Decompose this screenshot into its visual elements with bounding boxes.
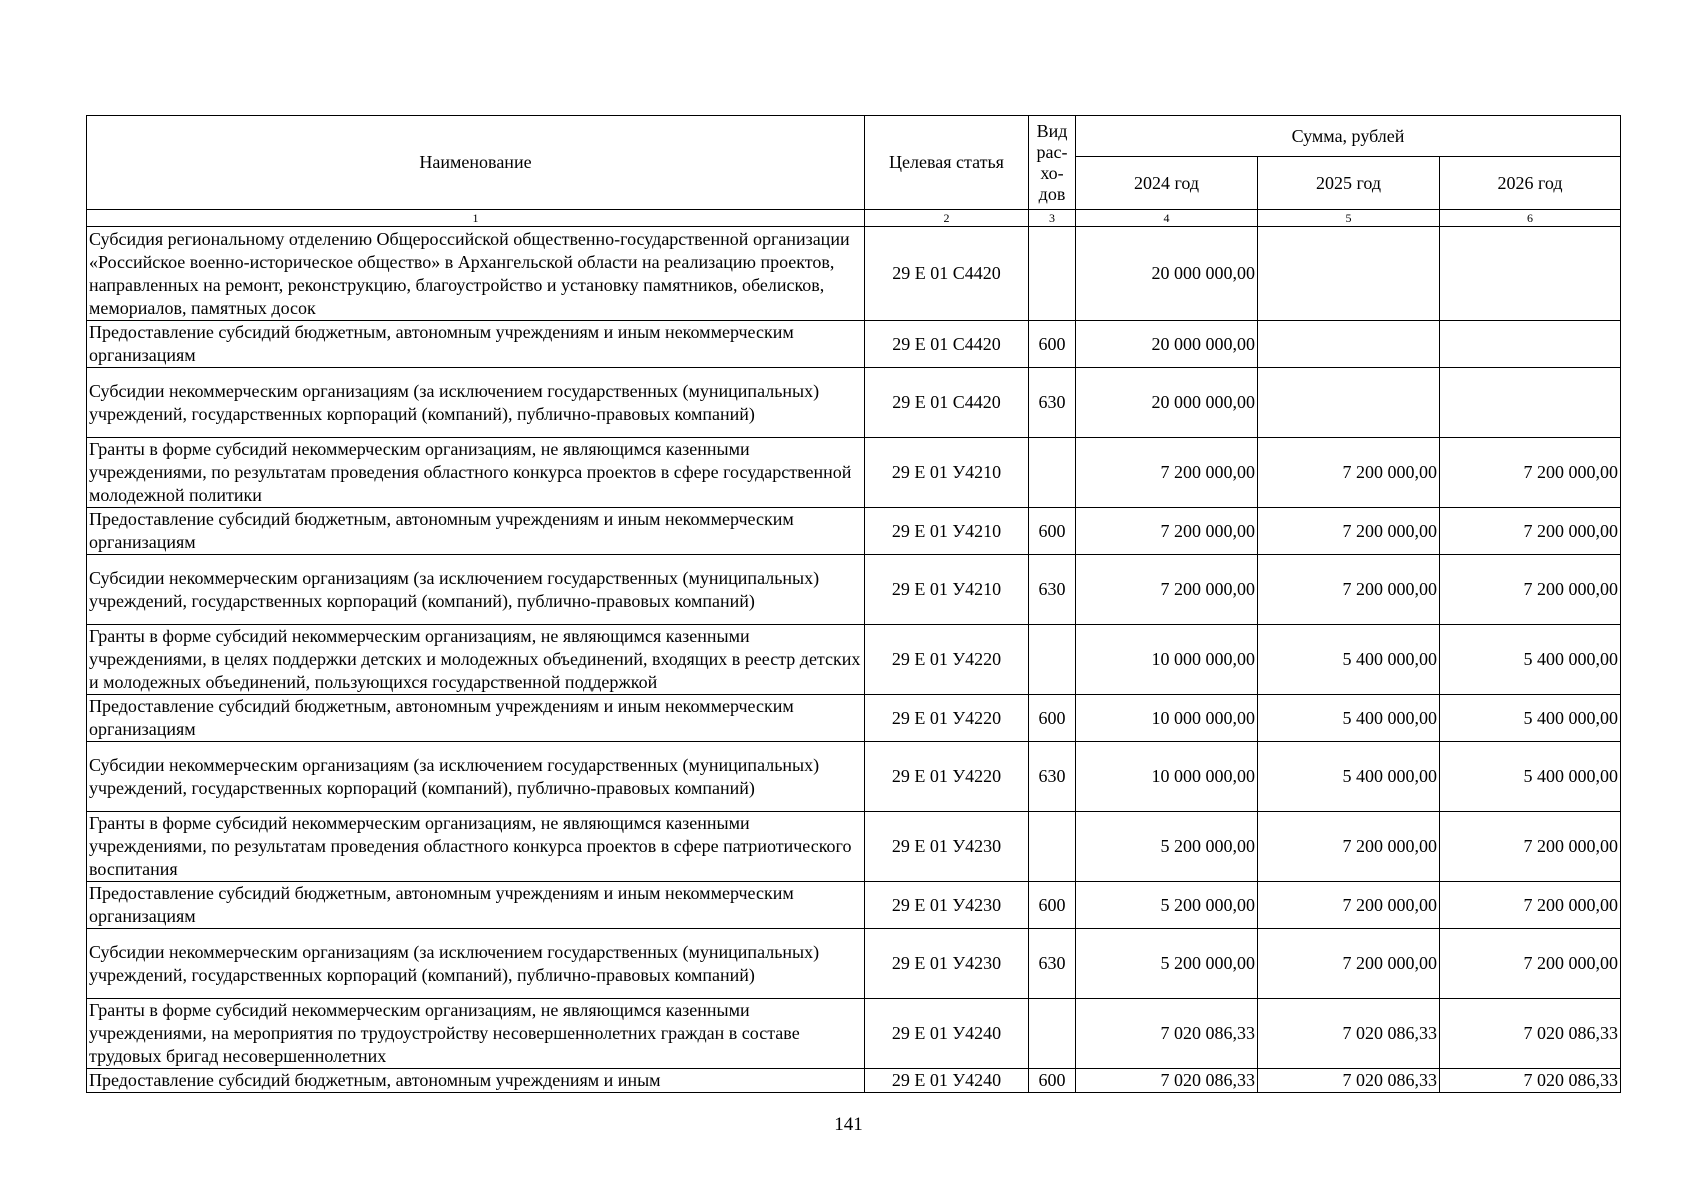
row-target-article: 29 Е 01 У4240: [865, 999, 1029, 1069]
table-row: [87, 742, 1621, 812]
row-name: Гранты в форме субсидий некоммерческим организациям, не являющимся казенными учреждениями, по результатам проведения областного конкурса проектов в сфере государственной молодежной политики: [87, 438, 865, 508]
row-expense-type: [1029, 438, 1076, 508]
table-row: [87, 227, 1621, 321]
row-expense-type: 630: [1029, 929, 1076, 999]
row-amount-2024: 10 000 000,00: [1076, 742, 1258, 812]
row-target-article: 29 Е 01 У4220: [865, 625, 1029, 695]
row-name: Гранты в форме субсидий некоммерческим организациям, не являющимся казенными учреждениями, на мероприятия по трудоустройству несовершеннолетних граждан в составе трудовых бригад несовершеннолетних: [87, 999, 865, 1069]
row-amount-2024: 10 000 000,00: [1076, 625, 1258, 695]
header-name: Наименование: [87, 116, 865, 210]
row-amount-2025: 5 400 000,00: [1258, 695, 1440, 742]
column-number: 5: [1258, 210, 1440, 227]
row-expense-type: 600: [1029, 508, 1076, 555]
row-amount-2024: 7 020 086,33: [1076, 1069, 1258, 1093]
row-target-article: 29 Е 01 У4240: [865, 1069, 1029, 1093]
header-target-article: Целевая статья: [865, 116, 1029, 210]
table-row: [87, 321, 1621, 368]
column-number-row: [87, 210, 1621, 227]
row-expense-type: [1029, 999, 1076, 1069]
row-name: Предоставление субсидий бюджетным, автономным учреждениям и иным: [87, 1069, 865, 1093]
row-expense-type: 600: [1029, 321, 1076, 368]
row-expense-type: [1029, 812, 1076, 882]
row-amount-2026: [1440, 368, 1621, 438]
row-amount-2024: 10 000 000,00: [1076, 695, 1258, 742]
row-expense-type: 630: [1029, 742, 1076, 812]
row-amount-2024: 7 200 000,00: [1076, 438, 1258, 508]
table-row: [87, 625, 1621, 695]
row-amount-2025: [1258, 368, 1440, 438]
row-name: Субсидии некоммерческим организациям (за исключением государственных (муниципальных) учреждений, государственных корпораций (компаний), публично-правовых компаний): [87, 929, 865, 999]
table-row: [87, 882, 1621, 929]
row-expense-type: 600: [1029, 882, 1076, 929]
row-name: Субсидии некоммерческим организациям (за исключением государственных (муниципальных) учреждений, государственных корпораций (компаний), публично-правовых компаний): [87, 742, 865, 812]
row-name: Предоставление субсидий бюджетным, автономным учреждениям и иным некоммерческим организациям: [87, 695, 865, 742]
header-year-2024: 2024 год: [1076, 157, 1258, 210]
table-row: [87, 438, 1621, 508]
table-row: [87, 999, 1621, 1069]
row-target-article: 29 Е 01 У4220: [865, 742, 1029, 812]
row-amount-2025: 7 200 000,00: [1258, 929, 1440, 999]
row-amount-2026: 5 400 000,00: [1440, 742, 1621, 812]
row-amount-2025: 7 200 000,00: [1258, 882, 1440, 929]
row-amount-2024: 7 200 000,00: [1076, 508, 1258, 555]
row-amount-2024: 20 000 000,00: [1076, 321, 1258, 368]
budget-table: [86, 115, 1621, 1093]
row-name: Субсидия региональному отделению Общероссийской общественно-государственной организации «Российское военно-историческое общество» в Архангельской области на реализацию проектов, направленных на ремонт, реконструкцию, благоустройство и установку памятников, обелисков, мемориалов, памятных досок: [87, 227, 865, 321]
table-row: [87, 555, 1621, 625]
row-name: Предоставление субсидий бюджетным, автономным учреждениям и иным некоммерческим организациям: [87, 321, 865, 368]
header-amount: Сумма, рублей: [1076, 116, 1621, 157]
row-amount-2026: 7 020 086,33: [1440, 999, 1621, 1069]
row-expense-type: 630: [1029, 368, 1076, 438]
row-amount-2025: 7 200 000,00: [1258, 508, 1440, 555]
row-amount-2025: 5 400 000,00: [1258, 742, 1440, 812]
row-amount-2026: [1440, 321, 1621, 368]
row-target-article: 29 Е 01 У4210: [865, 508, 1029, 555]
row-target-article: 29 Е 01 У4230: [865, 812, 1029, 882]
row-amount-2025: 5 400 000,00: [1258, 625, 1440, 695]
row-amount-2026: 7 200 000,00: [1440, 812, 1621, 882]
row-amount-2026: 5 400 000,00: [1440, 695, 1621, 742]
row-amount-2026: 7 020 086,33: [1440, 1069, 1621, 1093]
header-year-2025: 2025 год: [1258, 157, 1440, 210]
column-number: 2: [865, 210, 1029, 227]
row-target-article: 29 Е 01 С4420: [865, 227, 1029, 321]
row-amount-2026: 5 400 000,00: [1440, 625, 1621, 695]
row-amount-2026: [1440, 227, 1621, 321]
row-amount-2025: 7 200 000,00: [1258, 438, 1440, 508]
table-row: [87, 1069, 1621, 1093]
table-row: [87, 695, 1621, 742]
header-year-2026: 2026 год: [1440, 157, 1621, 210]
row-amount-2024: 7 020 086,33: [1076, 999, 1258, 1069]
row-amount-2026: 7 200 000,00: [1440, 882, 1621, 929]
table-row: [87, 812, 1621, 882]
row-expense-type: 630: [1029, 555, 1076, 625]
table-row: [87, 368, 1621, 438]
row-expense-type: 600: [1029, 1069, 1076, 1093]
row-target-article: 29 Е 01 У4210: [865, 438, 1029, 508]
row-amount-2026: 7 200 000,00: [1440, 555, 1621, 625]
row-amount-2024: 7 200 000,00: [1076, 555, 1258, 625]
page-number: 141: [834, 1114, 863, 1135]
row-amount-2024: 5 200 000,00: [1076, 812, 1258, 882]
row-amount-2025: [1258, 227, 1440, 321]
row-amount-2024: 5 200 000,00: [1076, 929, 1258, 999]
row-amount-2026: 7 200 000,00: [1440, 438, 1621, 508]
table-row: [87, 508, 1621, 555]
column-number: 3: [1029, 210, 1076, 227]
row-amount-2025: 7 020 086,33: [1258, 1069, 1440, 1093]
row-target-article: 29 Е 01 У4230: [865, 929, 1029, 999]
row-target-article: 29 Е 01 У4210: [865, 555, 1029, 625]
column-number: 1: [87, 210, 865, 227]
column-number: 6: [1440, 210, 1621, 227]
row-amount-2026: 7 200 000,00: [1440, 508, 1621, 555]
row-expense-type: [1029, 227, 1076, 321]
row-amount-2025: 7 020 086,33: [1258, 999, 1440, 1069]
row-target-article: 29 Е 01 У4230: [865, 882, 1029, 929]
row-target-article: 29 Е 01 С4420: [865, 368, 1029, 438]
row-name: Предоставление субсидий бюджетным, автономным учреждениям и иным некоммерческим организациям: [87, 882, 865, 929]
table-row: [87, 929, 1621, 999]
row-name: Субсидии некоммерческим организациям (за исключением государственных (муниципальных) учреждений, государственных корпораций (компаний), публично-правовых компаний): [87, 555, 865, 625]
row-amount-2025: [1258, 321, 1440, 368]
column-number: 4: [1076, 210, 1258, 227]
row-amount-2024: 5 200 000,00: [1076, 882, 1258, 929]
table-body: [87, 227, 1621, 1093]
row-expense-type: [1029, 625, 1076, 695]
row-amount-2024: 20 000 000,00: [1076, 227, 1258, 321]
row-expense-type: 600: [1029, 695, 1076, 742]
row-target-article: 29 Е 01 С4420: [865, 321, 1029, 368]
row-amount-2025: 7 200 000,00: [1258, 555, 1440, 625]
row-name: Предоставление субсидий бюджетным, автономным учреждениям и иным некоммерческим организациям: [87, 508, 865, 555]
row-name: Гранты в форме субсидий некоммерческим организациям, не являющимся казенными учреждениями, по результатам проведения областного конкурса проектов в сфере патриотического воспитания: [87, 812, 865, 882]
row-name: Гранты в форме субсидий некоммерческим организациям, не являющимся казенными учреждениями, в целях поддержки детских и молодежных объединений, входящих в реестр детских и молодежных объединений, пользующихся государственной поддержкой: [87, 625, 865, 695]
row-amount-2026: 7 200 000,00: [1440, 929, 1621, 999]
row-amount-2024: 20 000 000,00: [1076, 368, 1258, 438]
row-name: Субсидии некоммерческим организациям (за исключением государственных (муниципальных) учреждений, государственных корпораций (компаний), публично-правовых компаний): [87, 368, 865, 438]
row-target-article: 29 Е 01 У4220: [865, 695, 1029, 742]
header-expense-type: Вид рас-хо-дов: [1029, 116, 1076, 210]
row-amount-2025: 7 200 000,00: [1258, 812, 1440, 882]
